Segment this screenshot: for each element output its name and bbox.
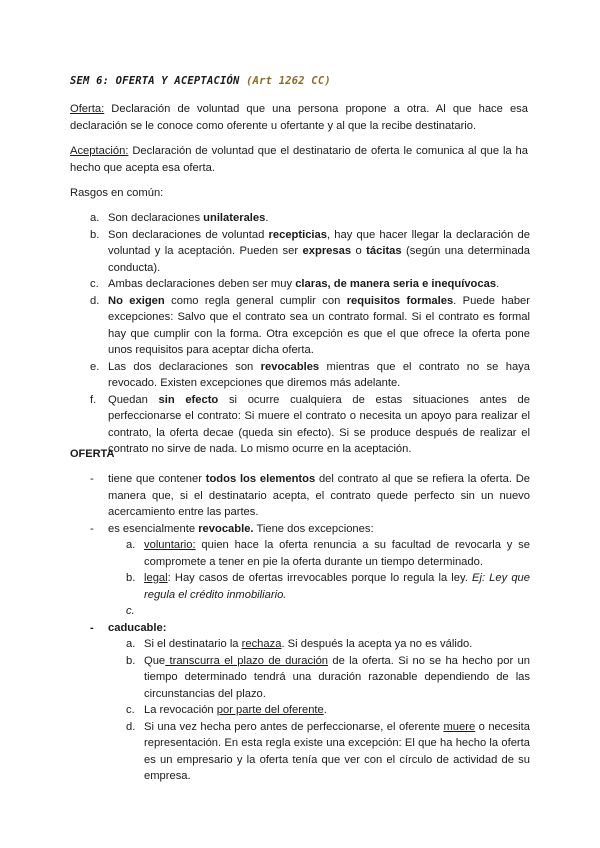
text: (según una determinada conducta). <box>108 245 530 274</box>
text: Las dos declaraciones son <box>108 360 261 373</box>
dash-marker: - <box>90 522 94 535</box>
text: , hay que hacer llegar la declaración de voluntad y la aceptación. Pueden ser <box>108 228 530 257</box>
text: de la oferta. Si no se ha hecho por un tiempo determinado tendrá una duración razonable dependiendo de las circunstancias del plazo. <box>144 654 530 700</box>
sub-item <box>70 537 530 570</box>
bold-text: tácitas <box>366 245 402 257</box>
list-marker: c. <box>90 278 99 290</box>
definition-text: Declaración de voluntad que el destinatario de oferta le comunica al que la ha hecho que acepta esa oferta. <box>70 145 528 174</box>
bold-text: revocables <box>260 360 320 373</box>
bold-text: requisitos formales <box>346 294 454 307</box>
text: es esencialmente <box>108 522 199 535</box>
list-marker: b. <box>126 654 136 667</box>
list-item <box>70 471 530 521</box>
underlined-text: voluntario: <box>144 539 196 551</box>
list-marker: c. <box>126 704 135 716</box>
underlined-text: por parte del oferente <box>216 704 324 716</box>
bold-text: sin efecto <box>158 393 219 406</box>
text: . <box>323 704 327 716</box>
list-marker: d. <box>90 294 100 307</box>
page-title <box>70 73 331 90</box>
list-marker: f. <box>90 393 97 406</box>
underlined-text: muere <box>443 720 476 733</box>
text: si ocurre cualquiera de estas situaciones antes de perfeccionarse el contrato: Si muere el contrato o necesita un apoyo para realizar el contrato, la oferta decae (queda sin efecto). Si se produce después de realizar el contrato no sirve de nada. Lo mismo ocurre en la aceptación. <box>108 393 530 455</box>
list-marker: e. <box>90 360 100 373</box>
text: quien hace la oferta renuncia a su facultad de revocarla y se compromete a tener en pie la oferta durante un tiempo determinado. <box>144 539 530 568</box>
text: . Puede haber excepciones: Salvo que el contrato sea un contrato formal. Si el contrato es formal hay que cumplir con la forma. Otra excepción es que el que ofrece la oferta pone unos requisitos para aceptar dicha oferta. <box>108 294 531 356</box>
list-marker: a. <box>126 638 136 650</box>
section-heading-oferta: OFERTA <box>70 448 115 460</box>
text: o <box>351 245 367 257</box>
rasgos-list <box>70 210 530 458</box>
list-item <box>70 392 530 458</box>
list-marker: b. <box>126 572 136 584</box>
text: Ambas declaraciones deben ser muy <box>108 278 296 290</box>
text: como regla general cumplir con <box>164 294 347 307</box>
list-marker: b. <box>90 228 100 241</box>
text: . Si después la acepta ya no es válido. <box>281 638 473 650</box>
list-marker: d. <box>126 720 136 733</box>
list-item <box>70 227 530 277</box>
text: Si una vez hecha pero antes de perfeccionarse, el oferente <box>144 720 444 733</box>
text: : Hay casos de ofertas irrevocables porque lo regula la ley. <box>167 572 472 584</box>
bold-text: recepticias <box>268 228 327 241</box>
list-item <box>70 521 530 538</box>
text: Que <box>144 654 166 667</box>
dash-marker: - <box>90 473 94 485</box>
bold-text: claras, de manera seria e inequívocas <box>295 278 497 290</box>
text: mientras que el contrato no se haya revocado. Existen excepciones que diremos más adelante. <box>108 360 531 389</box>
text: La revocación <box>144 704 217 716</box>
term-aceptacion: Aceptación: <box>70 145 129 157</box>
text: Quedan <box>108 393 159 406</box>
underlined-text: legal <box>144 572 168 584</box>
oferta-list <box>70 471 530 785</box>
text: Son declaraciones de voluntad <box>108 228 269 241</box>
bold-text: unilaterales <box>203 212 266 224</box>
aceptacion-definition <box>70 143 528 176</box>
text: . <box>265 212 269 224</box>
definition-text: Declaración de voluntad que una persona propone a otra. Al que hace esa declaración se le conoce como oferente u ofertante y al que la recibe destinatario. <box>70 103 528 132</box>
italic-text: Ej: Ley que regula el crédito inmobiliario. <box>144 572 530 601</box>
list-item <box>70 276 530 293</box>
title-article-ref: (Art 1262 CC) <box>246 75 331 87</box>
list-marker: a. <box>90 212 100 224</box>
bold-text: todos los elementos <box>205 473 316 485</box>
oferta-definition <box>70 101 528 134</box>
sub-item <box>70 719 530 785</box>
sub-item <box>70 570 530 603</box>
term-oferta: Oferta: <box>70 103 105 115</box>
underlined-text: transcurra el plazo de duración <box>165 654 329 667</box>
text: o necesita representación. En esta regla existe una excepción: El que ha hecho la oferta es un empresario y la oferta tenía que ver con el círculo de actividad de su empresa. <box>144 720 530 782</box>
sub-item <box>70 603 530 620</box>
text: del contrato al que se refiera la oferta. De manera que, si el destinatario acepta, el contrato quede perfecto sin un nuevo acercamiento entre las partes. <box>108 473 530 518</box>
bold-text: revocable. <box>198 522 254 535</box>
bold-text: No exigen <box>108 294 165 307</box>
list-item <box>70 620 530 637</box>
bold-text: expresas <box>302 245 352 257</box>
text: Tiene dos excepciones: <box>253 522 374 535</box>
text: . <box>496 278 500 290</box>
list-marker: a. <box>126 539 136 551</box>
sub-item <box>70 702 530 719</box>
text: tiene que contener <box>108 473 206 485</box>
rasgos-title: Rasgos en común: <box>70 187 164 199</box>
title-main: SEM 6: OFERTA Y ACEPTACIÓN <box>70 75 247 87</box>
dash-marker: - <box>90 621 94 634</box>
text: Si el destinatario la <box>144 638 242 650</box>
sub-item <box>70 636 530 653</box>
bold-text: caducable: <box>108 621 167 634</box>
text: Son declaraciones <box>108 212 204 224</box>
list-item <box>70 293 530 359</box>
list-marker: c. <box>126 605 135 617</box>
list-item <box>70 359 530 392</box>
underlined-text: rechaza <box>241 638 282 650</box>
sub-item <box>70 653 530 703</box>
list-item <box>70 210 530 227</box>
